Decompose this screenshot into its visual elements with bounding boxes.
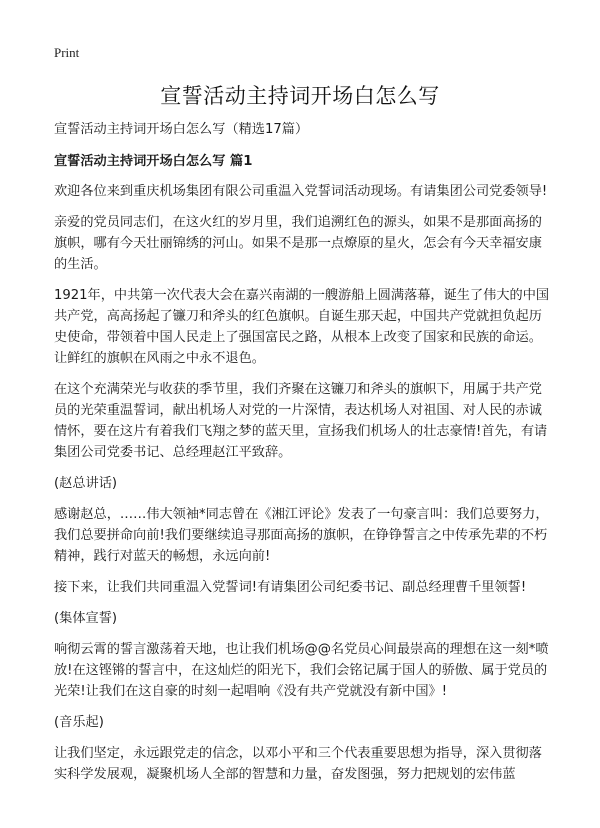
section-heading: 宣誓活动主持词开场白怎么写 篇1 <box>54 154 253 169</box>
paragraph: 在这个充满荣光与收获的季节里，我们齐聚在这镰刀和斧头的旗帜下，用属于共产党员的光荣重温誓词，献出机场人对党的一片深情，表达机场人对祖国、对人民的赤诚情怀，要在这片有着我们飞翔之梦的蓝天里，宣扬我们机场人的壮志豪情!首先，有请集团公司党委书记、总经理赵江平致辞。 <box>54 382 548 460</box>
paragraph: 1921年，中共第一次代表大会在嘉兴南湖的一艘游船上圆满落幕，诞生了伟大的中国共产党，高高扬起了镰刀和斧头的红色旗帜。自诞生那天起，中国共产党就担负起历史使命，带领着中国人民走上了强国富民之路，从根本上改变了国家和民族的命运。让鲜红的旗帜在风雨之中永不退色。 <box>54 288 550 366</box>
paragraph: 响彻云霄的誓言激荡着天地，也让我们机场@@名党员心间最崇高的理想在这一刻*喷放!在这铿锵的誓言中，在这灿烂的阳光下，我们会铭记属于国人的骄傲、属于党员的光荣!让我们在这自豪的时刻一起唱响《没有共产党就没有新中国》! <box>54 642 549 699</box>
paragraph: 让我们坚定，永远跟党走的信念，以邓小平和三个代表重要思想为指导，深入贯彻落实科学发展观，凝聚机场人全部的智慧和力量，奋发图强，努力把规划的宏伟蓝 <box>54 746 542 782</box>
paragraph: 欢迎各位来到重庆机场集团有限公司重温入党誓词活动现场。有请集团公司党委领导! <box>54 184 548 199</box>
stage-direction: (集体宣誓) <box>54 611 118 626</box>
document-body <box>54 119 554 795</box>
paragraph: 亲爱的党员同志们，在这火红的岁月里，我们追溯红色的源头，如果不是那面高扬的旗帜，哪有今天壮丽锦绣的河山。如果不是那一点燎原的星火，怎会有今天幸福安康的生活。 <box>54 215 542 272</box>
print-label: Print <box>54 45 80 60</box>
paragraph: 接下来，让我们共同重温入党誓词!有请集团公司纪委书记、副总经理曹千里领誓! <box>54 580 527 595</box>
stage-direction: (赵总讲话) <box>54 476 118 491</box>
stage-direction: (音乐起) <box>54 715 104 730</box>
document-title: 宣誓活动主持词开场白怎么写 <box>160 84 440 108</box>
paragraph: 感谢赵总，……伟大领袖*同志曾在《湘江评论》发表了一句豪言叫：我们总要努力，我们总要拼命向前!我们要继续追寻那面高扬的旗帜，在铮铮誓言之中传承先辈的不朽精神，践行对蓝天的畅想，永远向前! <box>54 507 549 564</box>
document-subtitle: 宣誓活动主持词开场白怎么写（精选17篇） <box>54 122 309 137</box>
